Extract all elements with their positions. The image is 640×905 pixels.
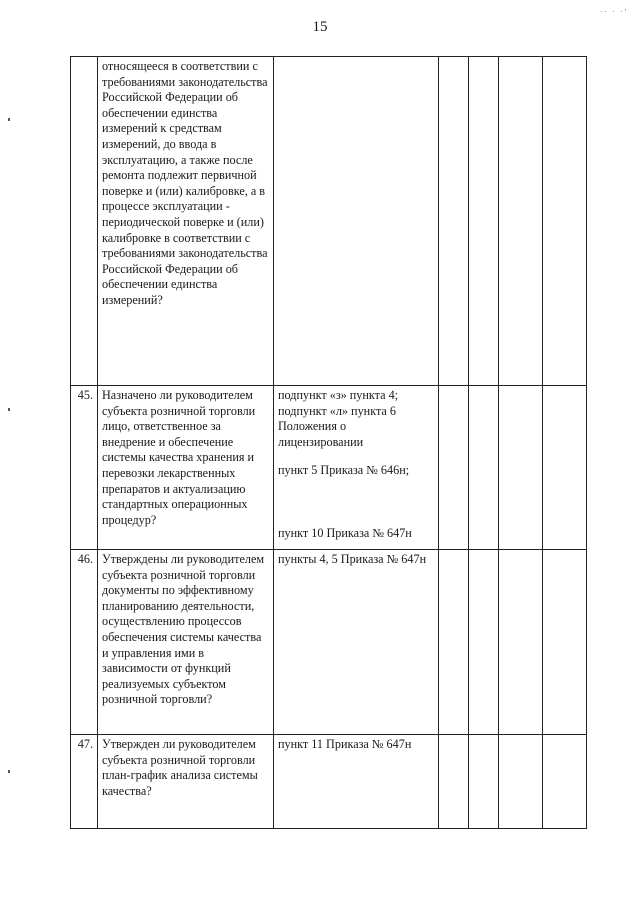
answer-cell-na[interactable] xyxy=(499,735,543,829)
answer-cell-na[interactable] xyxy=(499,550,543,735)
margin-punch-mark xyxy=(8,770,10,773)
answer-cell-yes[interactable] xyxy=(439,57,469,386)
margin-punch-mark xyxy=(8,118,10,121)
requirement-line: пункт 5 Приказа № 646н; xyxy=(278,463,410,478)
question-text: Назначено ли руководителем субъекта розничной торговли лицо, ответственное за внедрение и обеспечение системы качества хранения и перевозки лекарственных препаратов и актуализацию стандартных операционных процедур? xyxy=(98,386,274,550)
scan-corner-mark: ·· · ·' xyxy=(599,8,628,16)
question-text: Утвержден ли руководителем субъекта розничной торговли план-график анализа системы качества? xyxy=(98,735,274,829)
question-text: Утверждены ли руководителем субъекта розничной торговли документы по эффективному планированию деятельности, осуществлению процессов обеспечения системы качества и управления ими в зависимости от функций реализуемых субъектом розничной торговли? xyxy=(98,550,274,735)
requirement-reference xyxy=(274,386,439,550)
requirement-line: пункт 11 Приказа № 647н xyxy=(278,737,412,751)
requirement-reference xyxy=(274,57,439,386)
comment-cell[interactable] xyxy=(543,550,587,735)
answer-cell-yes[interactable] xyxy=(439,386,469,550)
checklist-table xyxy=(70,56,587,829)
row-number: 45. xyxy=(71,386,98,550)
table-row xyxy=(71,57,587,386)
page-number: 15 xyxy=(312,19,328,35)
row-number xyxy=(71,57,98,386)
comment-cell[interactable] xyxy=(543,735,587,829)
requirement-line: пункт 10 Приказа № 647н xyxy=(278,525,412,540)
row-number: 47. xyxy=(71,735,98,829)
comment-cell[interactable] xyxy=(543,386,587,550)
answer-cell-no[interactable] xyxy=(469,550,499,735)
answer-cell-no[interactable] xyxy=(469,386,499,550)
requirement-line: пункты 4, 5 Приказа № 647н xyxy=(278,552,427,566)
requirement-reference xyxy=(274,550,439,735)
requirement-line: подпункт «з» пункта 4; подпункт «л» пункта 6 Положения о лицензировании xyxy=(278,388,399,449)
requirement-reference xyxy=(274,735,439,829)
table-row xyxy=(71,735,587,829)
question-text: относящееся в соответствии с требованиями законодательства Российской Федерации об обеспечении единства измерений к средствам измерений, до ввода в эксплуатацию, а также после ремонта подлежит первичной поверке и (или) калибровке, а в процессе эксплуатации - периодической поверке и (или) калибровке в соответствии с требованиями законодательства Российской Федерации об обеспечении единства измерений? xyxy=(98,57,274,386)
margin-punch-mark xyxy=(8,408,10,411)
answer-cell-no[interactable] xyxy=(469,57,499,386)
answer-cell-no[interactable] xyxy=(469,735,499,829)
answer-cell-yes[interactable] xyxy=(439,735,469,829)
answer-cell-yes[interactable] xyxy=(439,550,469,735)
table-row xyxy=(71,386,587,550)
answer-cell-na[interactable] xyxy=(499,386,543,550)
table-row xyxy=(71,550,587,735)
row-number: 46. xyxy=(71,550,98,735)
answer-cell-na[interactable] xyxy=(499,57,543,386)
comment-cell[interactable] xyxy=(543,57,587,386)
